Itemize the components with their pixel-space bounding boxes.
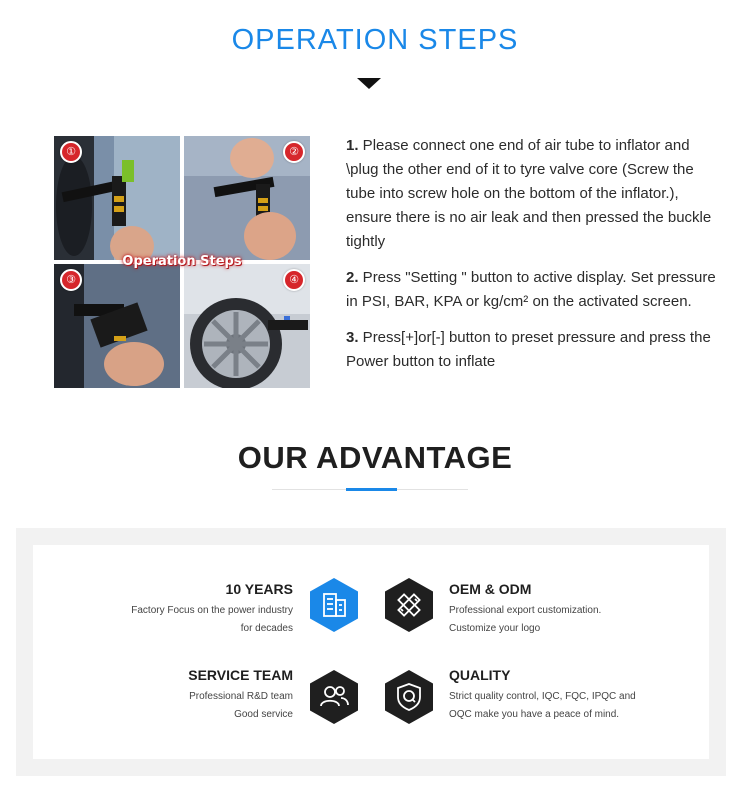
feature-description	[449, 602, 709, 638]
operation-steps-title: OPERATION STEPS	[231, 24, 519, 56]
operation-steps-list	[346, 134, 726, 386]
step-2	[346, 266, 726, 314]
feature-title: OEM & ODM	[449, 581, 532, 597]
chevron-down-icon	[357, 77, 381, 95]
feature-line: Customize your logo	[449, 623, 541, 634]
step-1	[346, 134, 726, 254]
feature-title: 10 YEARS	[225, 581, 293, 597]
feature-description	[449, 688, 709, 724]
building-icon	[309, 577, 359, 633]
feature-description	[33, 602, 293, 638]
our-advantage-title: OUR ADVANTAGE	[237, 440, 513, 475]
feature-line: for decades	[240, 623, 293, 634]
feature-title: QUALITY	[449, 667, 511, 683]
feature-service-team	[33, 667, 293, 724]
title-accent-bar	[346, 488, 397, 491]
feature-line: OQC make you have a peace of mind.	[449, 709, 620, 720]
step-number: 2.	[346, 269, 359, 286]
operation-steps-photo	[50, 130, 314, 392]
quality-shield-icon	[384, 669, 434, 725]
feature-oem-odm	[449, 581, 709, 638]
step-1-badge: ①	[60, 141, 82, 163]
feature-description	[33, 688, 293, 724]
step-text: Press[+]or[-] button to preset pressure and press the Power button to inflate	[346, 329, 711, 370]
step-text: Please connect one end of air tube to inflator and \plug the other end of it to tyre valve core (Screw the tube into screw hole on the bottom of the inflator.), ensure there is no air leak and then pressed the buckle tightly	[346, 137, 712, 250]
step-3	[346, 326, 726, 374]
team-icon	[309, 669, 359, 725]
step-number: 1.	[346, 137, 359, 154]
feature-line: Strict quality control, IQC, FQC, IPQC and	[449, 691, 636, 702]
step-4-badge: ④	[283, 269, 305, 291]
step-2-badge: ②	[283, 141, 305, 163]
photo-caption: Operation Steps	[122, 254, 242, 269]
step-text: Press "Setting " button to active display. Set pressure in PSI, BAR, KPA or kg/cm² on the activated screen.	[346, 269, 716, 310]
feature-line: Professional R&D team	[189, 691, 293, 702]
feature-line: Professional export customization.	[449, 605, 602, 616]
step-3-badge: ③	[60, 269, 82, 291]
step-number: 3.	[346, 329, 359, 346]
advantage-panel	[33, 545, 709, 759]
feature-10-years	[33, 581, 293, 638]
feature-line: Good service	[234, 709, 293, 720]
feature-line: Factory Focus on the power industry	[131, 605, 293, 616]
ruler-pencil-icon	[384, 577, 434, 633]
feature-quality	[449, 667, 709, 724]
feature-title: SERVICE TEAM	[188, 667, 293, 683]
